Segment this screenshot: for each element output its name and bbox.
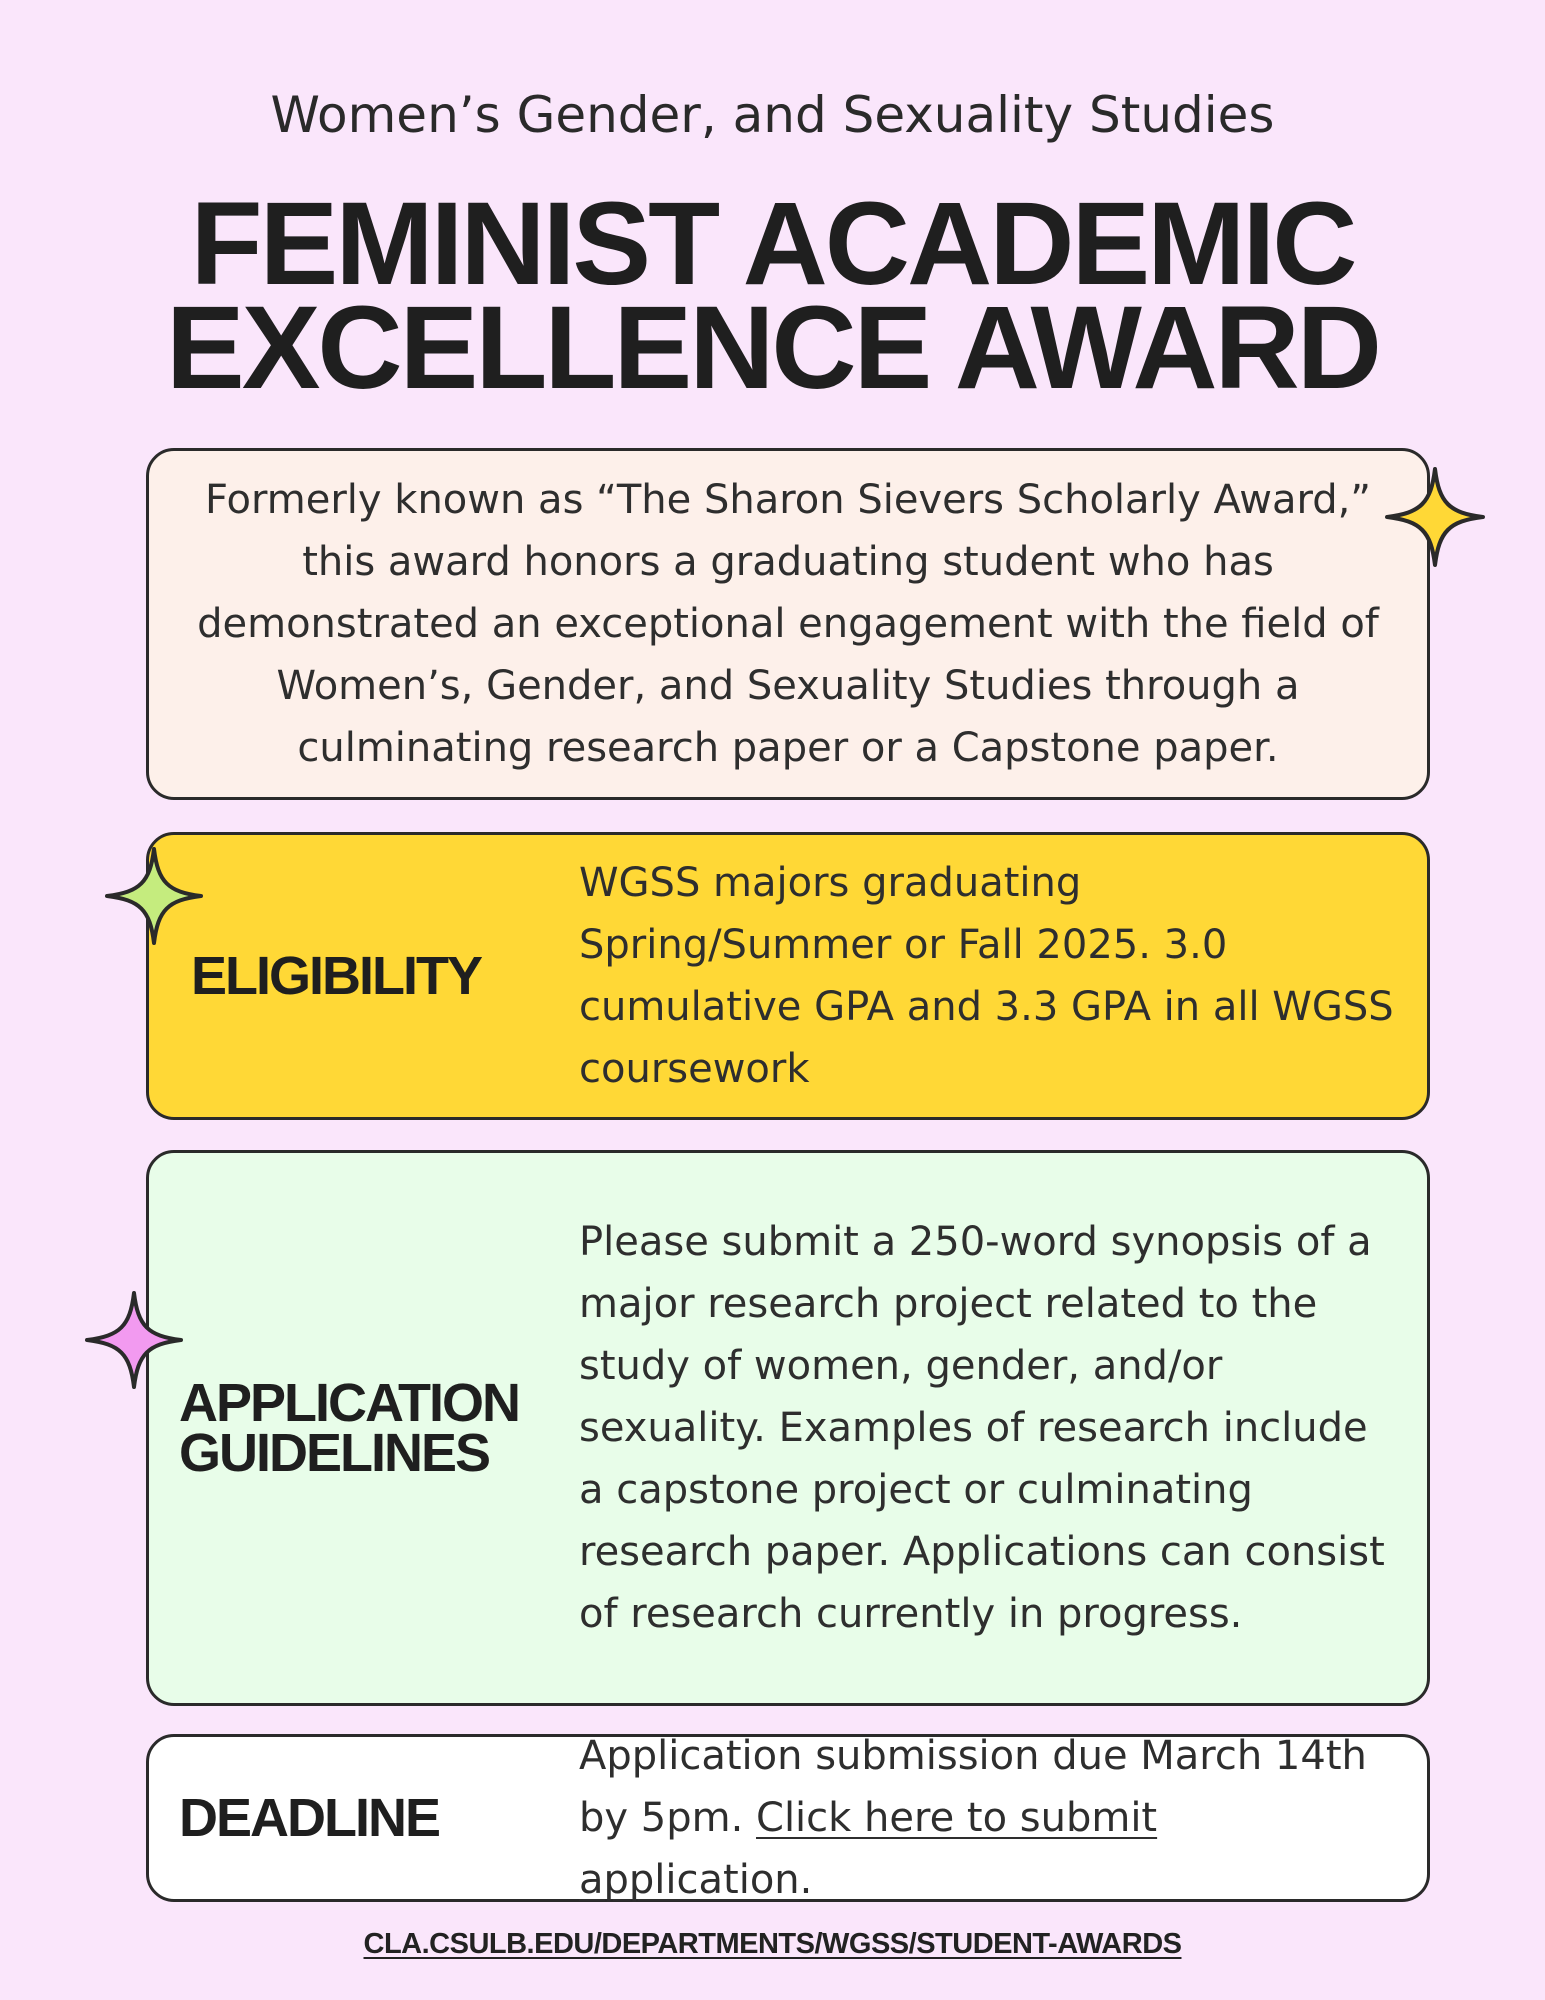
guidelines-card <box>146 1150 1430 1706</box>
department-subtitle: Women’s Gender, and Sexuality Studies <box>270 86 1275 144</box>
deadline-text <box>579 1725 1427 1911</box>
award-title-line-2: EXCELLENCE AWARD <box>166 282 1379 414</box>
eligibility-card <box>146 832 1430 1120</box>
sparkle-green-icon <box>104 846 204 946</box>
intro-text: Formerly known as “The Sharon Sievers Scholarly Award,” this award honors a graduating student who has demonstrated an exceptional engagement with the field of Women’s, Gender, and Sexuality Studies through a culminating research paper or a Capstone paper. <box>197 477 1379 771</box>
deadline-card <box>146 1734 1430 1902</box>
footer <box>0 1928 1545 1961</box>
award-title <box>0 178 1545 414</box>
award-title-line-1: FEMINIST ACADEMIC <box>190 178 1355 310</box>
guidelines-label-line-1: APPLICATION <box>179 1373 519 1433</box>
submit-application-link[interactable]: Click here to submit application <box>579 1795 1158 1903</box>
sparkle-yellow-icon <box>1384 466 1486 568</box>
guidelines-label-line-2: GUIDELINES <box>179 1423 490 1483</box>
deadline-label: DEADLINE <box>179 1788 440 1848</box>
guidelines-label <box>149 1373 579 1483</box>
eligibility-label: ELIGIBILITY <box>191 946 482 1006</box>
guidelines-text: Please submit a 250-word synopsis of a major research project related to the study of women, gender, and/or sexuality. Examples of research include a capstone project or culminating research paper. Applications can consist of research currently in progress. <box>579 1219 1385 1637</box>
sparkle-pink-icon <box>84 1290 184 1390</box>
intro-card <box>146 448 1430 800</box>
student-awards-url-link[interactable]: CLA.CSULB.EDU/DEPARTMENTS/WGSS/STUDENT-AWARDS <box>363 1928 1182 1960</box>
deadline-period: . <box>799 1857 813 1903</box>
deadline-text-body: Application submission due March 14th by 5pm. <box>579 1733 1367 1841</box>
eligibility-text: WGSS majors graduating Spring/Summer or Fall 2025. 3.0 cumulative GPA and 3.3 GPA in all WGSS coursework <box>579 860 1394 1092</box>
